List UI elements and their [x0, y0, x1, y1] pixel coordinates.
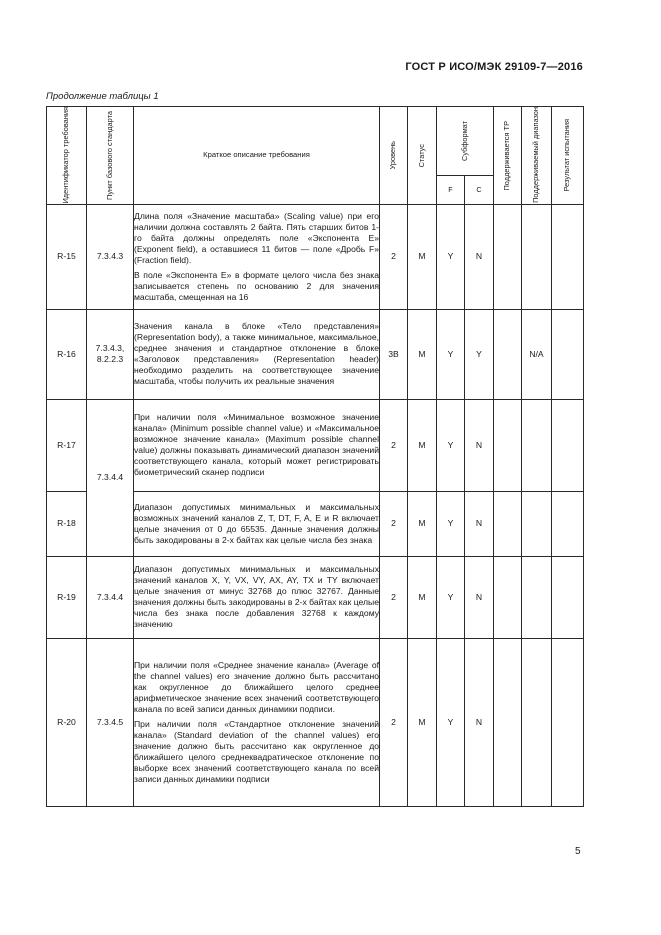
- row-clause: 7.3.4.3: [87, 204, 134, 309]
- row-status: M: [408, 491, 437, 556]
- row-status: M: [408, 638, 437, 806]
- row-result: [552, 399, 584, 491]
- row-description: Длина поля «Значение масштаба» (Scaling value) при его наличии должна составлять 2 байта. Пять старших битов 1-го байта должны определять поле «Экспонента E» (Exponent field), а оставшиеся 11 битов — поле «Дробь F» (Fraction field). В поле «Экспонента E» в формате целого числа без знака записывается степень по основанию 2 для значения масштаба, смещенная на 16: [134, 204, 380, 309]
- row-subformat-c: Y: [465, 309, 494, 399]
- row-description: Диапазон допустимых минимальных и максимальных значений каналов X, Y, VX, VY, AX, AY, TX и TY включает целые значения от минус 32768 до плюс 32767. Данные значения должны быть закодированы в 2-х байтах как целые числа без знака после добавления 32768 к каждому значению: [134, 556, 380, 638]
- header-supported-range: Поддерживаемый диапазон: [522, 107, 552, 205]
- row-status: M: [408, 399, 437, 491]
- row-level: 3B: [380, 309, 408, 399]
- row-result: [552, 638, 584, 806]
- header-supported-tp: Поддерживается ТР: [494, 107, 522, 205]
- header-description: Краткое описание требования: [134, 107, 380, 205]
- page-number: 5: [575, 846, 581, 857]
- row-level: 2: [380, 491, 408, 556]
- row-supported-range: [522, 638, 552, 806]
- header-subformat: Субформат: [437, 107, 494, 176]
- document-standard-header: ГОСТ Р ИСО/МЭК 29109-7—2016: [405, 61, 583, 73]
- row-result: [552, 309, 584, 399]
- row-level: 2: [380, 399, 408, 491]
- row-subformat-f: Y: [437, 309, 465, 399]
- header-clause: Пункт базового стандарта: [87, 107, 134, 205]
- row-supported-range: [522, 399, 552, 491]
- row-subformat-c: N: [465, 556, 494, 638]
- row-id: R-19: [47, 556, 87, 638]
- row-supported-tp: [494, 638, 522, 806]
- row-subformat-f: Y: [437, 204, 465, 309]
- row-subformat-f: Y: [437, 556, 465, 638]
- row-subformat-c: N: [465, 204, 494, 309]
- row-supported-tp: [494, 399, 522, 491]
- table-row: [47, 309, 584, 399]
- row-subformat-c: N: [465, 491, 494, 556]
- row-supported-range: [522, 556, 552, 638]
- row-supported-tp: [494, 491, 522, 556]
- row-description: Значения канала в блоке «Тело представления» (Representation body), а также минимальное, максимальное, среднее значения и стандартное отклонение в блоке «Заголовок представления» (Representation header) необходимо разделить на соответствующее значение масштаба, чтобы получить их реальные значения: [134, 309, 380, 399]
- table-row: [47, 204, 584, 309]
- header-level: Уровень: [380, 107, 408, 205]
- row-clause: 7.3.4.3, 8.2.2.3: [87, 309, 134, 399]
- row-clause: 7.3.4.4: [87, 399, 134, 556]
- row-id: R-17: [47, 399, 87, 491]
- row-level: 2: [380, 556, 408, 638]
- row-level: 2: [380, 638, 408, 806]
- row-result: [552, 491, 584, 556]
- row-status: M: [408, 556, 437, 638]
- row-level: 2: [380, 204, 408, 309]
- row-subformat-c: N: [465, 399, 494, 491]
- row-description: Диапазон допустимых минимальных и максимальных возможных значений каналов Z, T, DT, F, A, E и R включает целые значения от 0 до 65535. Данные значения должны быть закодированы в 2-х байтах как целые числа без знака: [134, 491, 380, 556]
- row-subformat-f: Y: [437, 491, 465, 556]
- table-caption: Продолжение таблицы 1: [46, 91, 159, 102]
- row-clause: 7.3.4.5: [87, 638, 134, 806]
- header-subformat-c: C: [465, 176, 494, 204]
- row-status: M: [408, 204, 437, 309]
- row-supported-range: [522, 204, 552, 309]
- row-result: [552, 204, 584, 309]
- row-supported-range: N/A: [522, 309, 552, 399]
- row-subformat-f: Y: [437, 399, 465, 491]
- requirements-table: [46, 106, 584, 807]
- table-row: [47, 556, 584, 638]
- table-row: [47, 638, 584, 806]
- header-result: Результат испытания: [552, 107, 584, 205]
- row-status: M: [408, 309, 437, 399]
- row-supported-tp: [494, 204, 522, 309]
- header-subformat-f: F: [437, 176, 465, 204]
- row-id: R-15: [47, 204, 87, 309]
- row-id: R-20: [47, 638, 87, 806]
- header-status: Статус: [408, 107, 437, 205]
- row-description: При наличии поля «Минимальное возможное значение канала» (Minimum possible channel value) и «Максимальное возможное значение канала» (Maximum possible channel value) должны показывать динамический диапазон значений соответствующего канала, который может регистрировать биометрический сканер подписи: [134, 399, 380, 491]
- row-result: [552, 556, 584, 638]
- table-row: [47, 399, 584, 491]
- row-id: R-18: [47, 491, 87, 556]
- row-supported-range: [522, 491, 552, 556]
- row-subformat-f: Y: [437, 638, 465, 806]
- header-id: Идентификатор требования: [47, 107, 87, 205]
- row-id: R-16: [47, 309, 87, 399]
- row-supported-tp: [494, 309, 522, 399]
- row-subformat-c: N: [465, 638, 494, 806]
- row-clause: 7.3.4.4: [87, 556, 134, 638]
- row-supported-tp: [494, 556, 522, 638]
- row-description: При наличии поля «Среднее значение канала» (Average of the channel values) его значение должно быть рассчитано как округленное до ближайшего целого среднее арифметическое значение всех значений соответствующего канала по всей записи данных динамики подписи. При наличии поля «Стандартное отклонение значений канала» (Standard deviation of the channel values) его значение должно быть рассчитано как округленное до ближайшего целого среднеквадратическое отклонение по выборке всех значений соответствующего канала по всей записи данных динамики подписи: [134, 638, 380, 806]
